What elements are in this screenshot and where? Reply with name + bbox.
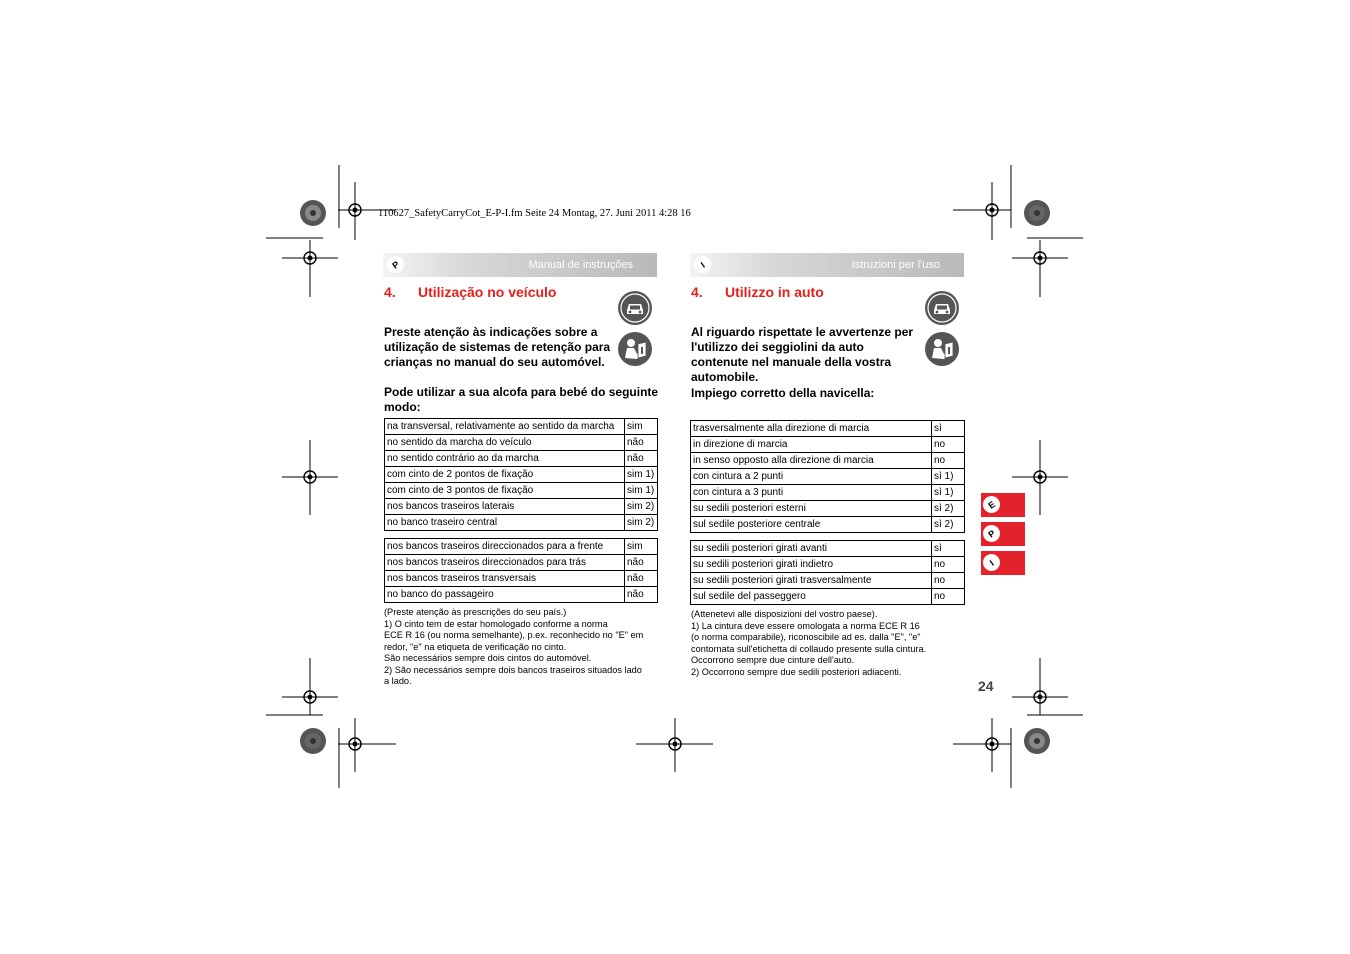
table-row [691,501,965,517]
table-row [385,555,658,571]
table-cell: não [625,451,658,467]
table-row [691,469,965,485]
tab-italian[interactable] [981,551,1025,575]
usage-table-1 [384,418,658,531]
table-cell: in direzione di marcia [691,437,932,453]
section-heading [691,284,824,300]
table-row [691,557,965,573]
usage-table-1 [690,420,965,533]
table-row [385,435,658,451]
table-cell: sim [625,419,658,435]
heading-number: 4. [691,284,703,300]
usage-table-2 [690,540,965,605]
table-cell: su sedili posteriori girati indietro [691,557,932,573]
table-cell: sim 1) [625,467,658,483]
table-cell: sim 1) [625,483,658,499]
footnote-line: (Preste atenção às prescrições do seu país.) [384,607,567,617]
table-cell: nos bancos traseiros laterais [385,499,625,515]
table-cell: com cinto de 2 pontos de fixação [385,467,625,483]
table-row [691,589,965,605]
table-cell: su sedili posteriori girati avanti [691,541,932,557]
table-cell: no [932,557,965,573]
table-cell: con cintura a 2 punti [691,469,932,485]
footnotes [691,609,971,678]
table-cell: no [932,453,965,469]
table-cell: sul sedile del passeggero [691,589,932,605]
table-cell: su sedili posteriori esterni [691,501,932,517]
language-bar-italian [690,253,964,277]
table-row [691,485,965,501]
tab-letter: I [980,551,1004,575]
footnote-line: 1) O cinto tem de estar homologado conforme a norma [384,618,608,629]
footnote-line: 1) La cintura deve essere omologata a norma ECE R 16 [691,620,920,631]
footnote-line: redor, "e" na etiqueta de verificação no cinto. [384,641,567,652]
table-row [385,571,658,587]
table-row [385,483,658,499]
car-icon [925,291,959,325]
table-cell: in senso opposto alla direzione di marcia [691,453,932,469]
footnote-line: Occorrono sempre due cinture dell'auto. [691,655,855,665]
table-cell: no [932,589,965,605]
language-bar-portuguese [383,253,657,277]
table-row [385,587,658,603]
heading-text: Utilização no veículo [418,284,557,300]
table-row [691,421,965,437]
tab-spanish[interactable] [981,493,1025,517]
table-row [385,451,658,467]
table-cell: sì [932,541,965,557]
heading-number: 4. [384,284,396,300]
table-row [691,453,965,469]
table-cell: no [932,573,965,589]
usage-subheading: Pode utilizar a sua alcofa para bebé do seguinte modo: [384,385,659,414]
footnote-line: (o norma comparabile), riconoscibile ad es. dalla "E", "e" [691,632,921,642]
table-cell: sì 1) [932,485,965,501]
footnote-line: (Attenetevi alle disposizioni del vostro paese). [691,609,878,619]
table-cell: sì [932,421,965,437]
table-cell: sim [625,539,658,555]
intro-text: Al riguardo rispettate le avvertenze per l'utilizzo dei seggiolini da auto contenute nel manuale della vostra automobile. [691,325,914,384]
usage-subheading: Impiego corretto della navicella: [691,386,875,400]
table-row [385,467,658,483]
table-cell: con cintura a 3 punti [691,485,932,501]
table-cell: sim 2) [625,499,658,515]
table-cell: no sentido da marcha do veículo [385,435,625,451]
read-manual-icon [618,332,652,366]
table-cell: no [932,437,965,453]
table-cell: sul sedile posteriore centrale [691,517,932,533]
table-cell: sì 2) [932,501,965,517]
table-row [385,499,658,515]
table-cell: su sedili posteriori girati trasversalmente [691,573,932,589]
table-cell: sim 2) [625,515,658,531]
page-number: 24 [978,678,994,694]
footnote-line: a lado. [384,676,412,686]
table-cell: nos bancos traseiros transversais [385,571,625,587]
table-row [385,419,658,435]
bar-title: Istruzioni per l'uso [851,259,940,271]
table-cell: nos bancos traseiros direccionados para trás [385,555,625,571]
table-cell: sì 1) [932,469,965,485]
car-icon [618,291,652,325]
table-row [385,515,658,531]
table-cell: não [625,555,658,571]
read-manual-icon [925,332,959,366]
footnotes [384,607,664,688]
table-cell: no banco traseiro central [385,515,625,531]
table-cell: no sentido contrário ao da marcha [385,451,625,467]
table-row [691,541,965,557]
table-row [691,517,965,533]
heading-text: Utilizzo in auto [725,284,824,300]
table-row [691,437,965,453]
tab-letter: E [980,493,1004,517]
table-cell: nos bancos traseiros direccionados para a frente [385,539,625,555]
footnote-line: 2) São necessários sempre dois bancos traseiros situados lado [384,664,642,675]
language-badge: P [384,253,408,277]
language-badge: I [691,253,715,277]
footnote-line: contornata sull'etichetta di collaudo presente sulla cintura. [691,643,927,654]
table-cell: não [625,587,658,603]
footnote-line: ECE R 16 (ou norma semelhante), p.ex. reconhecido no "E" em [384,630,644,640]
print-header: 110627_SafetyCarryCot_E-P-I.fm Seite 24 Montag, 27. Juni 2011 4:28 16 [378,208,691,219]
table-cell: não [625,435,658,451]
intro-text: Preste atenção às indicações sobre a utilização de sistemas de retenção para crianças no manual do seu automóvel. [384,325,611,369]
footnote-line: 2) Occorrono sempre due sedili posteriori adiacenti. [691,666,902,677]
table-cell: não [625,571,658,587]
section-heading [384,284,556,300]
table-cell: sì 2) [932,517,965,533]
table-cell: trasversalmente alla direzione di marcia [691,421,932,437]
tab-portuguese[interactable] [981,522,1025,546]
table-cell: na transversal, relativamente ao sentido da marcha [385,419,625,435]
bar-title: Manual de instruções [528,259,633,271]
table-cell: com cinto de 3 pontos de fixação [385,483,625,499]
table-row [385,539,658,555]
tab-letter: P [980,522,1004,546]
usage-table-2 [384,538,658,603]
table-cell: no banco do passageiro [385,587,625,603]
table-row [691,573,965,589]
footnote-line: São necessários sempre dois cintos do automóvel. [384,653,592,663]
